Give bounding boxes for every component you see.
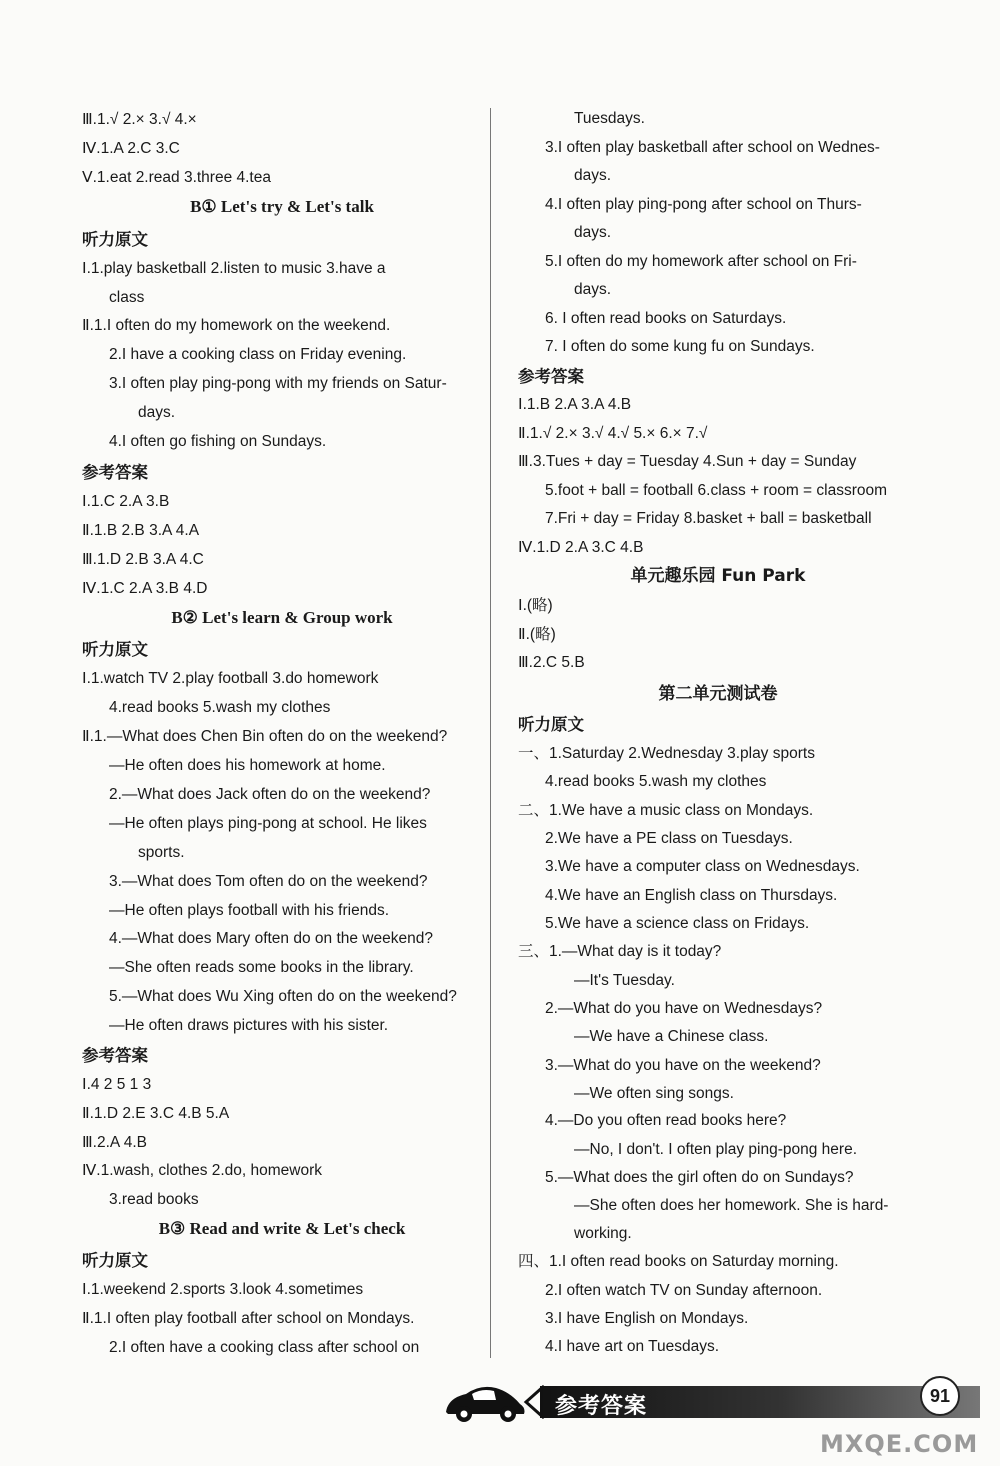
text-line: 二、1.We have a music class on Mondays. [518, 802, 814, 819]
text-line: Ⅰ.4 2 5 1 3 [82, 1076, 152, 1093]
text-line: 4.read books 5.wash my clothes [545, 773, 767, 790]
text-line: —We have a Chinese class. [574, 1028, 769, 1045]
text-line: Ⅱ.1.B 2.B 3.A 4.A [82, 522, 200, 539]
text-line: 2.We have a PE class on Tuesdays. [545, 830, 793, 847]
section-heading: 听力原文 [82, 230, 148, 249]
text-line: —She often reads some books in the library. [109, 959, 414, 976]
text-line: days. [574, 281, 612, 298]
text-line: Ⅲ.3.Tues + day = Tuesday 4.Sun + day = Sunday [518, 453, 857, 470]
text-line: Ⅳ.1.C 2.A 3.B 4.D [82, 580, 208, 597]
text-line: 3.I have English on Mondays. [545, 1310, 749, 1327]
text-line: 5.—What does the girl often do on Sundays? [545, 1169, 854, 1186]
text-line: working. [574, 1225, 632, 1242]
text-line: 3.—What do you have on the weekend? [545, 1057, 821, 1074]
text-line: 2.I often watch TV on Sunday afternoon. [545, 1282, 823, 1299]
text-line: 4.I have art on Tuesdays. [545, 1338, 720, 1355]
text-line: 2.—What do you have on Wednesdays? [545, 1000, 823, 1017]
text-line: Ⅱ.(略) [518, 626, 556, 643]
text-line: —We often sing songs. [574, 1085, 734, 1102]
text-line: 2.—What does Jack often do on the weekend? [109, 786, 431, 803]
text-line: Ⅲ.1.√ 2.× 3.√ 4.× [82, 111, 197, 128]
text-line: 3.I often play basketball after school on Wednes- [545, 139, 880, 156]
text-line: Ⅲ.1.D 2.B 3.A 4.C [82, 551, 204, 568]
text-line: Ⅰ.(略) [518, 597, 553, 614]
text-line: 7. I often do some kung fu on Sundays. [545, 338, 815, 355]
text-line: Ⅱ.1.√ 2.× 3.√ 4.√ 5.× 6.× 7.√ [518, 425, 708, 442]
section-heading: 听力原文 [82, 1251, 148, 1270]
section-title: 第二单元测试卷 [658, 684, 778, 704]
section-heading: 参考答案 [82, 1046, 148, 1065]
footer-label: 参考答案 [555, 1394, 648, 1419]
text-line: Ⅲ.2.A 4.B [82, 1134, 147, 1151]
page-number: 91 [920, 1376, 960, 1416]
text-line: sports. [138, 844, 185, 861]
text-line: Tuesdays. [574, 110, 645, 127]
column-divider [490, 108, 491, 1358]
text-line: Ⅲ.2.C 5.B [518, 654, 585, 671]
text-line: —He often plays ping-pong at school. He likes [109, 815, 427, 832]
text-line: Ⅳ.1.D 2.A 3.C 4.B [518, 539, 644, 556]
text-line: 2.I have a cooking class on Friday evening. [109, 346, 407, 363]
text-line: 4.I often go fishing on Sundays. [109, 433, 327, 450]
text-line: 3.We have a computer class on Wednesdays. [545, 858, 860, 875]
text-line: 5.We have a science class on Fridays. [545, 915, 810, 932]
text-line: Ⅱ.1.I often do my homework on the weekend. [82, 317, 391, 334]
text-line: 3.I often play ping-pong with my friends on Satur- [109, 375, 447, 392]
text-line: Ⅱ.1.—What does Chen Bin often do on the weekend? [82, 728, 448, 745]
text-line: 2.I often have a cooking class after school on [109, 1339, 420, 1356]
text-line: —No, I don't. I often play ping-pong here. [574, 1141, 857, 1158]
text-line: 4.—Do you often read books here? [545, 1112, 787, 1129]
text-line: —It's Tuesday. [574, 972, 675, 989]
text-line: 4.—What does Mary often do on the weekend? [109, 930, 433, 947]
text-line: Ⅰ.1.C 2.A 3.B [82, 493, 170, 510]
text-line: 3.—What does Tom often do on the weekend? [109, 873, 428, 890]
text-line: class [109, 289, 145, 306]
watermark: MXQE.COM [820, 1430, 979, 1458]
text-line: 5.foot + ball = football 6.class + room = classroom [545, 482, 888, 499]
text-line: 四、1.I often read books on Saturday morning. [518, 1253, 839, 1270]
text-line: —He often plays football with his friends. [109, 902, 389, 919]
section-heading: 参考答案 [82, 463, 148, 482]
section-title: B② Let's learn & Group work [171, 608, 393, 627]
text-line: 7.Fri + day = Friday 8.basket + ball = basketball [545, 510, 872, 527]
section-heading: 听力原文 [82, 640, 148, 659]
text-line: Ⅰ.1.B 2.A 3.A 4.B [518, 396, 632, 413]
section-title: B① Let's try & Let's talk [190, 197, 374, 216]
section-title: B③ Read and write & Let's check [158, 1219, 406, 1238]
text-line: 6. I often read books on Saturdays. [545, 310, 787, 327]
car-icon [440, 1380, 530, 1424]
text-line: 3.read books [109, 1191, 199, 1208]
section-heading: 听力原文 [518, 715, 584, 734]
text-line: 4.I often play ping-pong after school on Thurs- [545, 196, 862, 213]
text-line: Ⅳ.1.wash, clothes 2.do, homework [82, 1162, 323, 1179]
text-line: —He often does his homework at home. [109, 757, 386, 774]
text-line: Ⅳ.1.A 2.C 3.C [82, 140, 180, 157]
text-line: 5.—What does Wu Xing often do on the weekend? [109, 988, 457, 1005]
text-line: —He often draws pictures with his sister. [109, 1017, 389, 1034]
text-line: 4.read books 5.wash my clothes [109, 699, 331, 716]
text-line: Ⅴ.1.eat 2.read 3.three 4.tea [82, 169, 271, 186]
text-line: Ⅰ.1.weekend 2.sports 3.look 4.sometimes [82, 1281, 364, 1298]
text-line: Ⅰ.1.play basketball 2.listen to music 3.have a [82, 260, 386, 277]
text-line: days. [138, 404, 176, 421]
text-line: days. [574, 167, 612, 184]
text-line: 5.I often do my homework after school on Fri- [545, 253, 857, 270]
text-line: 一、1.Saturday 2.Wednesday 3.play sports [518, 745, 815, 762]
section-title: 单元趣乐园 Fun Park [630, 566, 806, 586]
text-line: Ⅰ.1.watch TV 2.play football 3.do homework [82, 670, 379, 687]
text-line: Ⅱ.1.D 2.E 3.C 4.B 5.A [82, 1105, 230, 1122]
text-line: 三、1.—What day is it today? [518, 943, 722, 960]
text-line: days. [574, 224, 612, 241]
text-line: —She often does her homework. She is hard- [574, 1197, 889, 1214]
text-line: Ⅱ.1.I often play football after school on Mondays. [82, 1310, 415, 1327]
section-heading: 参考答案 [518, 367, 584, 386]
text-line: 4.We have an English class on Thursdays. [545, 887, 838, 904]
